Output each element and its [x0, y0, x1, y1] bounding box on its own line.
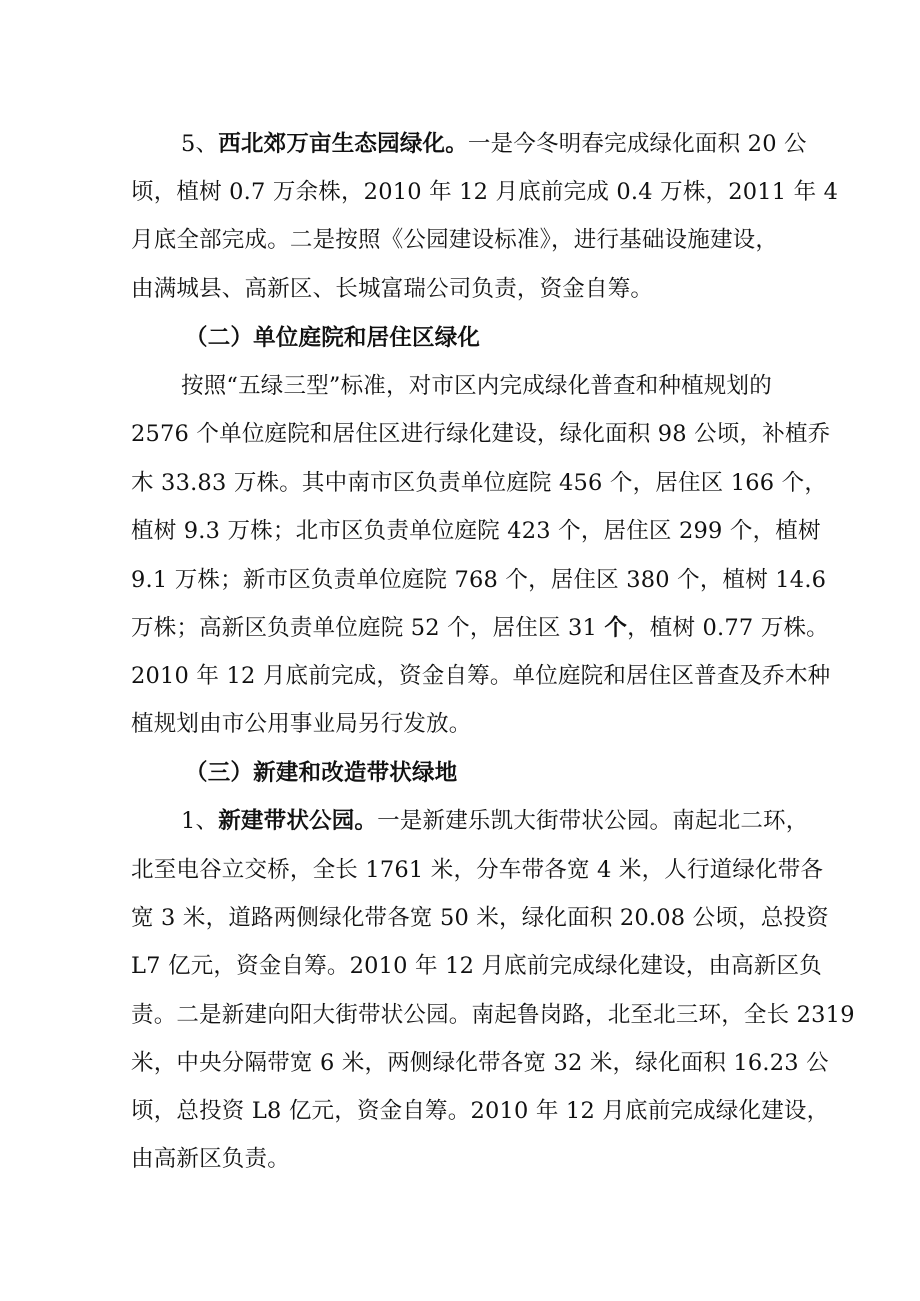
- text-run: 1、: [181, 808, 219, 834]
- text-run: 米，中央分隔带宽 6 米，两侧绿化带各宽 32 米，绿化面积 16.23 公: [131, 1050, 829, 1076]
- text-run: 按照“五绿三型”标准，对市区内完成绿化普查和种植规划的: [181, 373, 772, 399]
- text-run: 一是新建乐凯大街带状公园。南起北二环，: [377, 808, 809, 834]
- text-line: [131, 177, 838, 207]
- text-run: 植树 9.3 万株；北市区负责单位庭院 423 个，居住区 299 个，植树: [131, 518, 821, 544]
- text-line: [131, 1048, 829, 1078]
- bold-text-run: （三）新建和改造带状绿地: [185, 760, 458, 786]
- text-run: 由满城县、高新区、长城富瑞公司负责，资金自筹。: [131, 276, 654, 302]
- text-run: 由高新区负责。: [131, 1146, 290, 1172]
- text-line: [131, 855, 823, 885]
- text-line: [131, 903, 829, 933]
- text-line: [131, 709, 472, 739]
- text-line: [131, 274, 653, 304]
- text-run: 9.1 万株；新市区负责单位庭院 768 个，居住区 380 个，植树 14.6: [131, 567, 827, 593]
- bold-text-run: 新建带状公园。: [218, 808, 378, 834]
- text-run: ，植树 0.77 万株。: [627, 615, 829, 641]
- text-line: [181, 371, 772, 401]
- text-run: 月底全部完成。二是按照《公园建设标准》，进行基础设施建设，: [131, 227, 779, 253]
- text-line: [131, 613, 829, 643]
- section-heading: [185, 323, 480, 353]
- text-run: 北至电谷立交桥，全长 1761 米，分车带各宽 4 米，人行道绿化带各: [131, 857, 824, 883]
- bold-text-run: 西北郊万亩生态园绿化。: [218, 131, 468, 157]
- text-run: 木 33.83 万株。其中南市区负责单位庭院 456 个，居住区 166 个，: [131, 470, 828, 496]
- text-line: [131, 419, 830, 449]
- text-run: 责。二是新建向阳大街带状公园。南起鲁岗路，北至北三环，全长 2319: [131, 1002, 855, 1028]
- text-line: [131, 1000, 855, 1030]
- text-line: [181, 129, 807, 159]
- text-line: [131, 1144, 290, 1174]
- text-line: [131, 225, 778, 255]
- bold-text-run: 个: [604, 615, 628, 641]
- text-run: L7 亿元，资金自筹。2010 年 12 月底前完成绿化建设，由高新区负: [131, 953, 822, 979]
- section-heading: [185, 758, 457, 788]
- text-run: 顷，植树 0.7 万余株，2010 年 12 月底前完成 0.4 万株，2011 年 4: [131, 179, 839, 205]
- text-run: 2576 个单位庭院和居住区进行绿化建设，绿化面积 98 公顷，补植乔: [131, 421, 831, 447]
- text-run: 一是今冬明春完成绿化面积 20 公: [467, 131, 807, 157]
- text-run: 万株；高新区负责单位庭院 52 个，居住区 31: [131, 615, 605, 641]
- bold-text-run: （二）单位庭院和居住区绿化: [185, 325, 481, 351]
- text-line: [131, 1096, 829, 1126]
- text-run: 植规划由市公用事业局另行发放。: [131, 711, 472, 737]
- text-line: [131, 565, 826, 595]
- text-line: [131, 516, 821, 546]
- text-run: 顷，总投资 L8 亿元，资金自筹。2010 年 12 月底前完成绿化建设，: [131, 1098, 830, 1124]
- text-line: [131, 951, 822, 981]
- text-run: 宽 3 米，道路两侧绿化带各宽 50 米，绿化面积 20.08 公顷，总投资: [131, 905, 829, 931]
- text-line: [131, 468, 827, 498]
- text-run: 2010 年 12 月底前完成，资金自筹。单位庭院和居住区普查及乔木种: [131, 663, 831, 689]
- text-line: [131, 661, 830, 691]
- text-line: [181, 806, 808, 836]
- text-run: 5、: [181, 131, 219, 157]
